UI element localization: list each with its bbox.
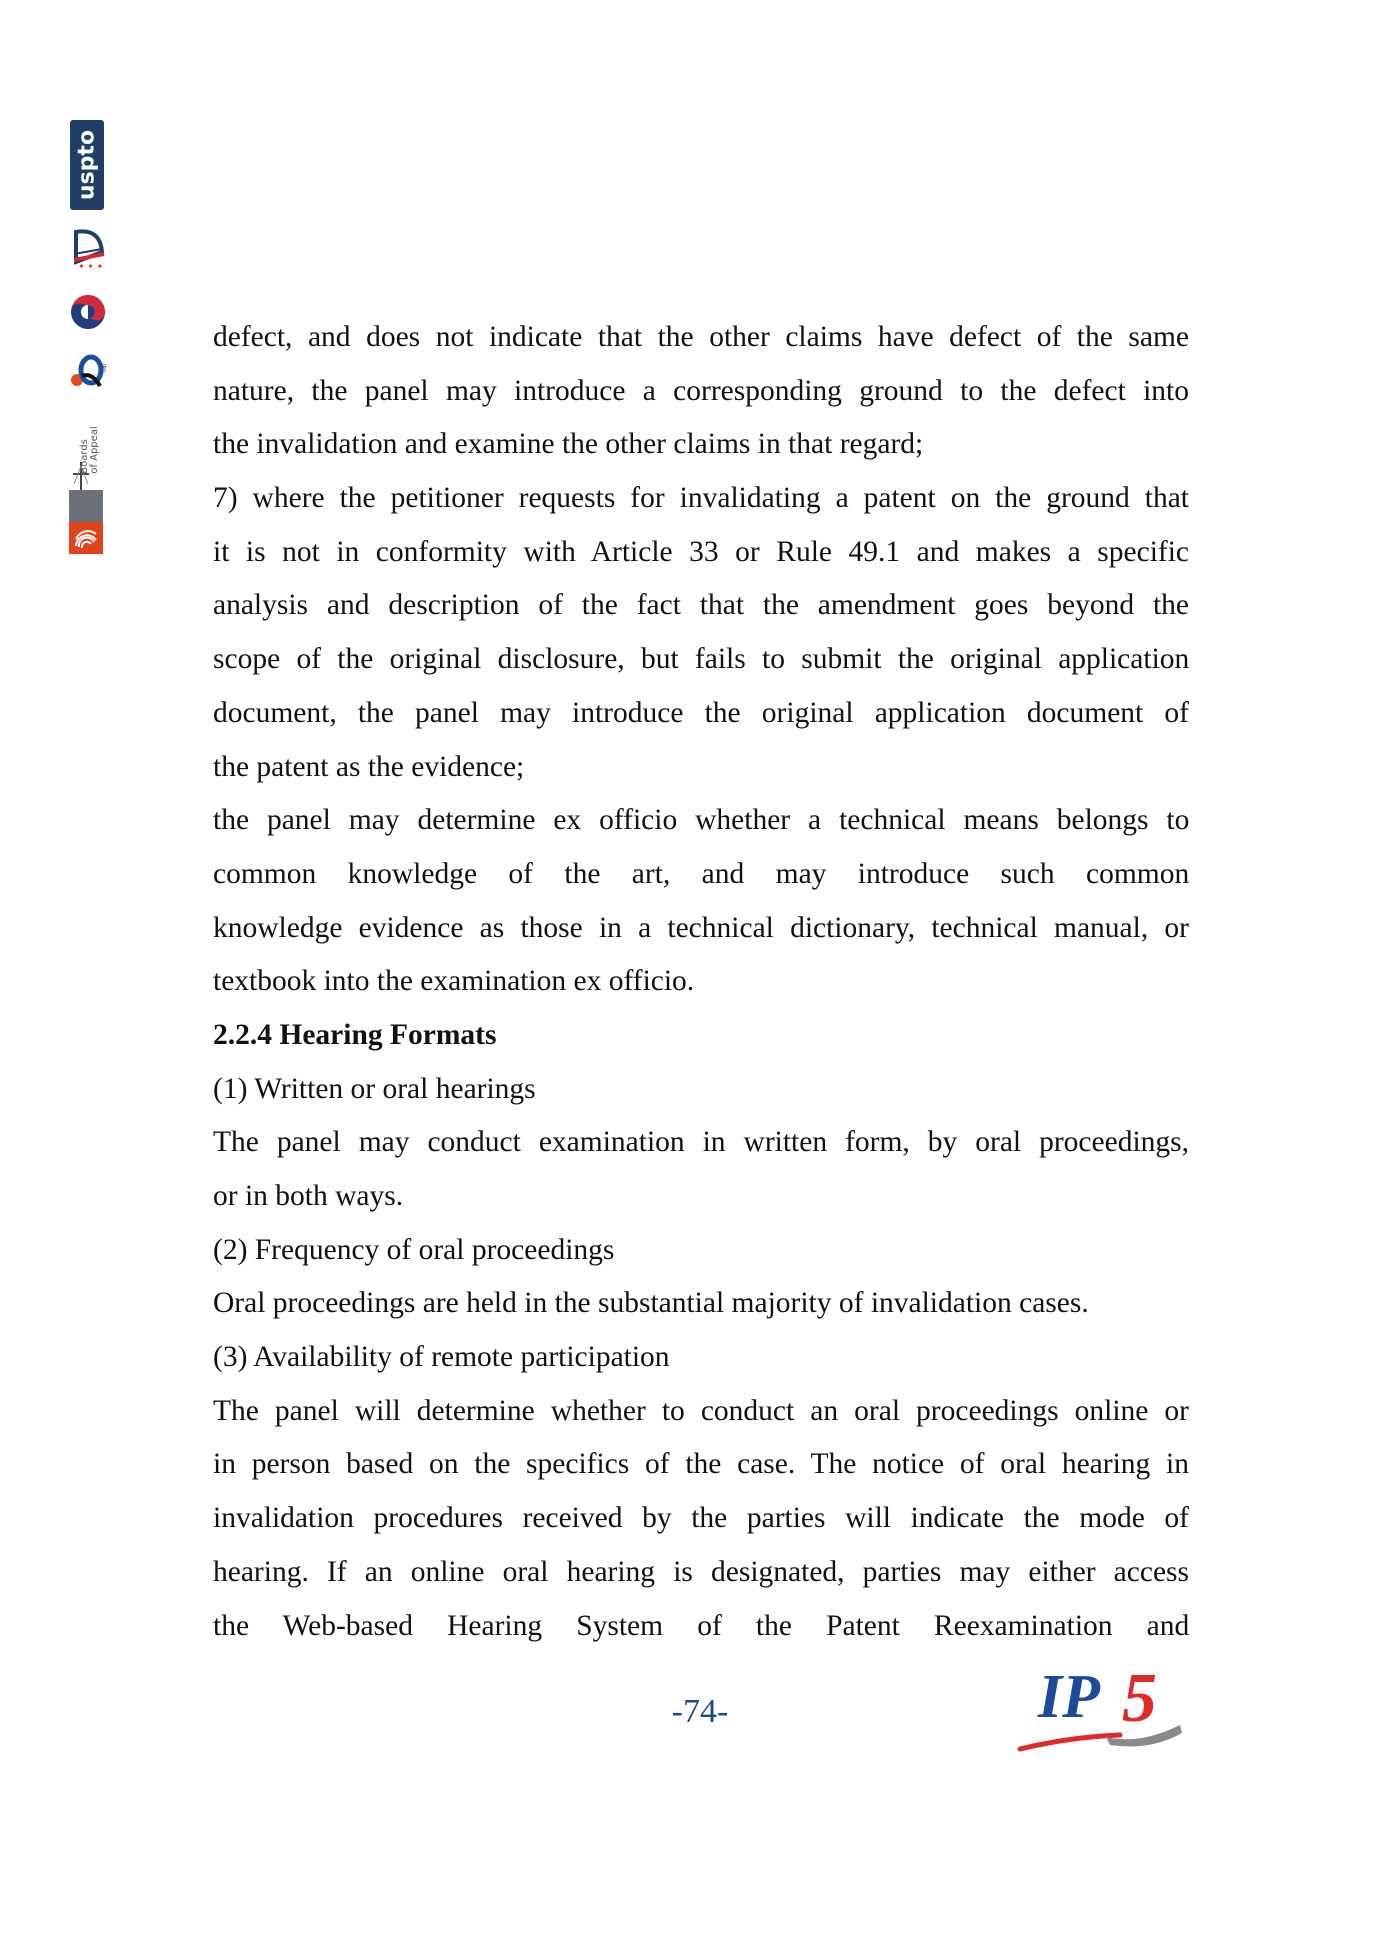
boards-of-appeal-label [80,426,100,473]
body-text-line: hearing. If an online oral hearing is designated, parties may either access [213,1555,1189,1588]
epo-logo-grey-block [69,490,103,522]
document-body [213,311,1189,1653]
body-text-line: it is not in conformity with Article 33 or Rule 49.1 and makes a specific [213,535,1189,568]
svg-text:✦ ✦ ✦: ✦ ✦ ✦ [78,262,104,270]
body-text-line: The panel will determine whether to conduct an oral proceedings online or [213,1394,1189,1427]
body-text-line: or in both ways. [213,1180,404,1212]
jpo-logo [66,350,110,392]
kipo-logo [66,290,110,334]
body-text-line: knowledge evidence as those in a technical dictionary, technical manual, or [213,911,1189,944]
uspto-logo-text: uspto [74,129,100,201]
body-text-line: the invalidation and examine the other claims in that regard; [213,428,924,461]
boards-of-appeal-logo [66,408,110,492]
body-text-line: common knowledge of the art, and may introduce such common [213,857,1190,890]
page-number: -74- [671,1693,729,1730]
body-text-line: (1) Written or oral hearings [213,1072,536,1105]
uspto-logo [70,120,104,210]
body-text-line: textbook into the examination ex officio. [213,965,695,998]
ip5-logo-ip-text: IP [1038,1663,1100,1731]
body-text-line: (3) Availability of remote participation [213,1341,670,1374]
svg-text:JPO: JPO [100,364,106,373]
body-text-line: in person based on the specifics of the case. The notice of oral hearing in [213,1448,1189,1481]
section-heading: 2.2.4 Hearing Formats [213,1018,497,1051]
epo-logo [69,490,103,554]
body-text-line: nature, the panel may introduce a corresponding ground to the defect into [213,374,1189,407]
body-text-line: 7) where the petitioner requests for invalidating a patent on the ground that [213,482,1189,515]
body-text-line: the patent as the evidence; [213,750,525,783]
epo-logo-orange-block [69,522,103,554]
boards-label-line2: of Appeal [89,426,100,474]
fingerprint-icon [69,522,103,554]
body-text-line: invalidation procedures received by the parties will indicate the mode of [213,1502,1189,1535]
boards-label-line1: Boards [79,439,90,474]
body-text-line: defect, and does not indicate that the other claims have defect of the same [213,321,1189,353]
body-text-line: document, the panel may introduce the original application document of [213,696,1189,729]
body-text-line: The panel may conduct examination in written form, by oral proceedings, [213,1126,1189,1159]
body-text-line: the panel may determine ex officio whether a technical means belongs to [213,804,1190,837]
body-text-line: Oral proceedings are held in the substantial majority of invalidation cases. [213,1287,1089,1320]
ip5-logo [1010,1655,1200,1760]
office-logos-sidebar [66,118,110,558]
body-text-line: analysis and description of the fact that the amendment goes beyond the [213,589,1189,622]
cnipa-logo [66,222,110,270]
body-text-line: the Web-based Hearing System of the Patent Reexamination and [213,1609,1190,1642]
body-text-line: scope of the original disclosure, but fails to submit the original application [213,643,1190,676]
body-text-line: (2) Frequency of oral proceedings [213,1233,615,1266]
ip5-logo-5-text: 5 [1122,1660,1157,1737]
